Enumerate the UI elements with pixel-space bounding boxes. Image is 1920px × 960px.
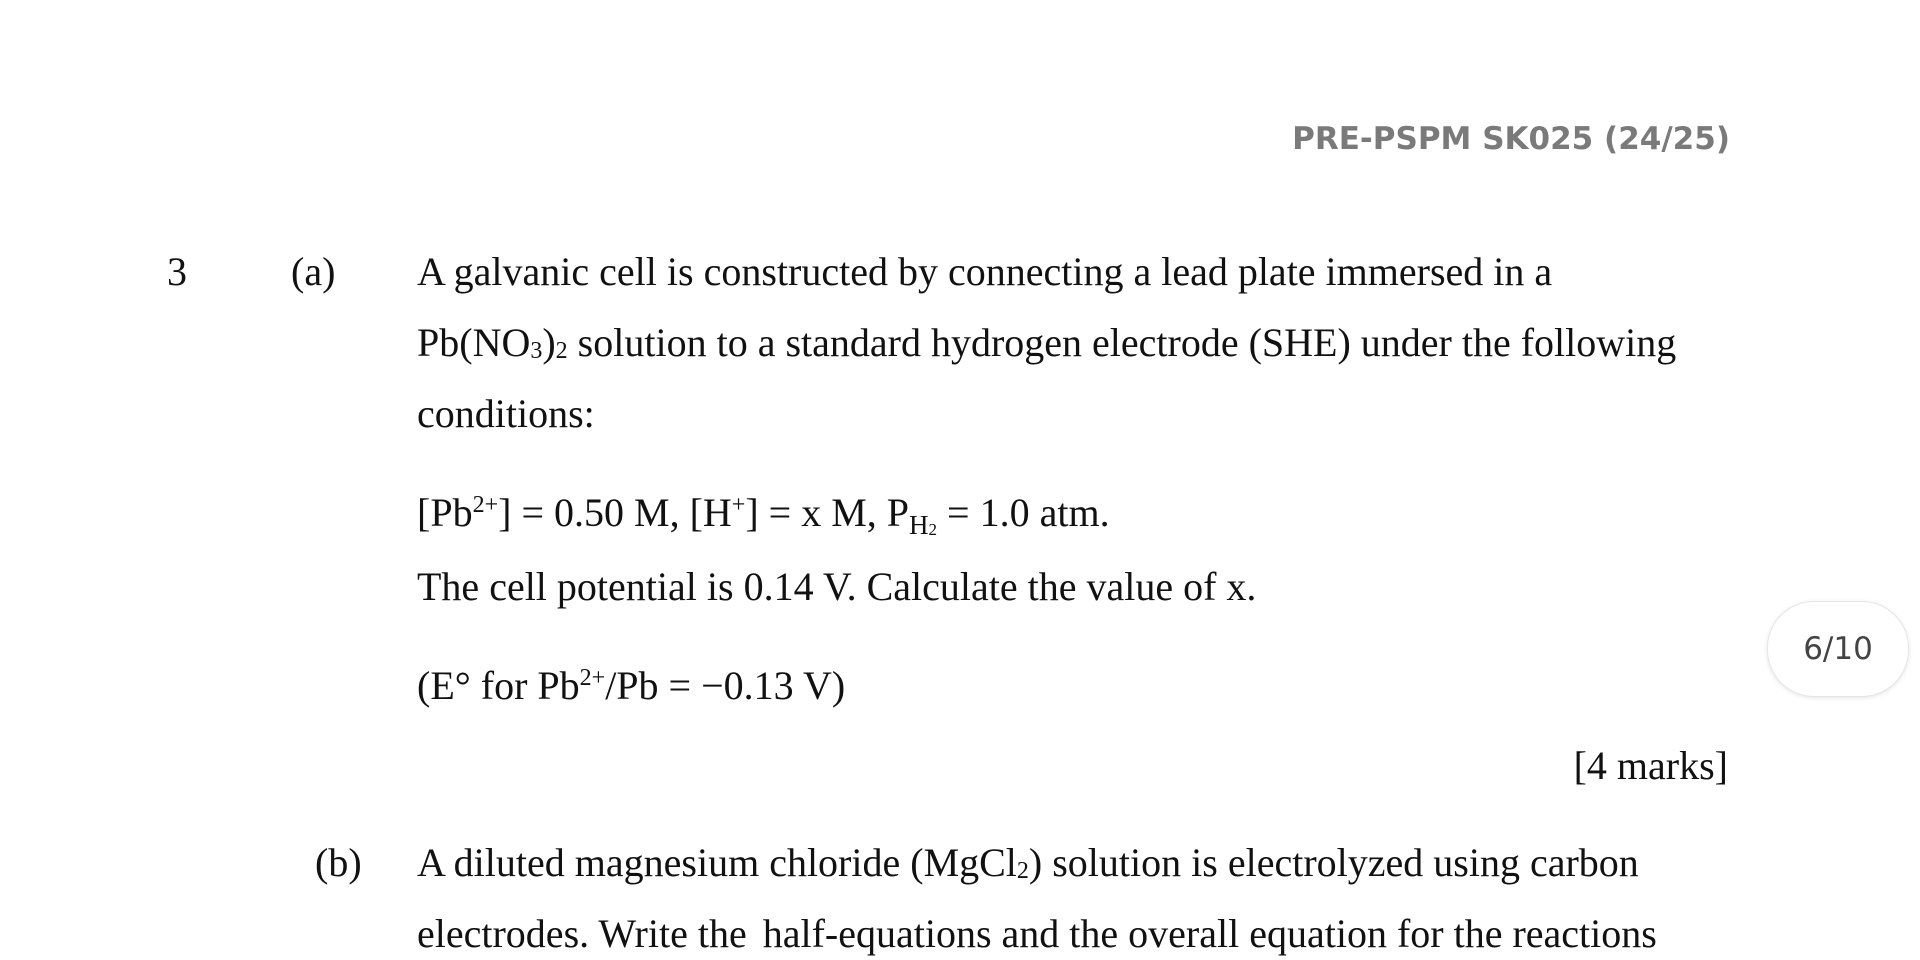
- subscript-2: 2: [555, 338, 568, 364]
- formula-close-paren: ): [542, 320, 556, 365]
- pb-concentration-rest: ] = 0.50 M, [H: [498, 490, 732, 535]
- part-b-line-2-post: half-equations and the overall equation for the reactions: [762, 911, 1657, 956]
- given-charge-superscript: 2+: [579, 665, 606, 691]
- question-number: 3: [167, 249, 187, 294]
- part-b-line-1-post: ) solution is electrolyzed using carbon: [1028, 840, 1639, 885]
- h-charge-superscript: +: [731, 492, 746, 518]
- pb-charge-superscript: 2+: [472, 492, 499, 518]
- given-open: (E° for Pb: [417, 663, 580, 708]
- subscript-3: 3: [530, 338, 543, 364]
- cell-potential-line: The cell potential is 0.14 V. Calculate the value of x.: [417, 564, 1257, 609]
- given-rest: /Pb = −0.13 V): [605, 663, 846, 708]
- part-b-line-2-pre: electrodes. Write the: [417, 911, 747, 956]
- pressure-value: = 1.0 atm.: [937, 490, 1110, 535]
- part-b-line-2: [417, 911, 1657, 956]
- conditions-line: [417, 490, 1110, 540]
- part-b-line-1-pre: A diluted magnesium chloride (MgCl: [417, 840, 1017, 885]
- pressure-subscript: [909, 510, 937, 540]
- formula-lead-nitrate: Pb(NO: [417, 320, 531, 365]
- page-number-indicator[interactable]: 6/10: [1767, 601, 1909, 697]
- standard-potential-given: [417, 663, 846, 708]
- pressure-subscript-h: H: [909, 510, 929, 540]
- paper-code-header: PRE-PSPM SK025 (24/25): [1292, 121, 1730, 157]
- marks-label: [4 marks]: [1573, 743, 1728, 788]
- part-b-line-1: [417, 840, 1639, 885]
- pb-concentration-open: [Pb: [417, 490, 473, 535]
- part-a-label: (a): [291, 249, 336, 294]
- part-a-line-2: [417, 320, 1677, 365]
- part-b-label: (b): [315, 840, 362, 885]
- h-concentration-rest: ] = x M, P: [745, 490, 910, 535]
- part-a-line-2-text: solution to a standard hydrogen electrode (SHE) under the following: [567, 320, 1677, 365]
- mgcl2-subscript: 2: [1016, 858, 1029, 884]
- part-a-line-3: conditions:: [417, 391, 595, 436]
- pressure-subscript-2: 2: [928, 520, 938, 539]
- part-a-line-1: A galvanic cell is constructed by connecting a lead plate immersed in a: [417, 249, 1553, 294]
